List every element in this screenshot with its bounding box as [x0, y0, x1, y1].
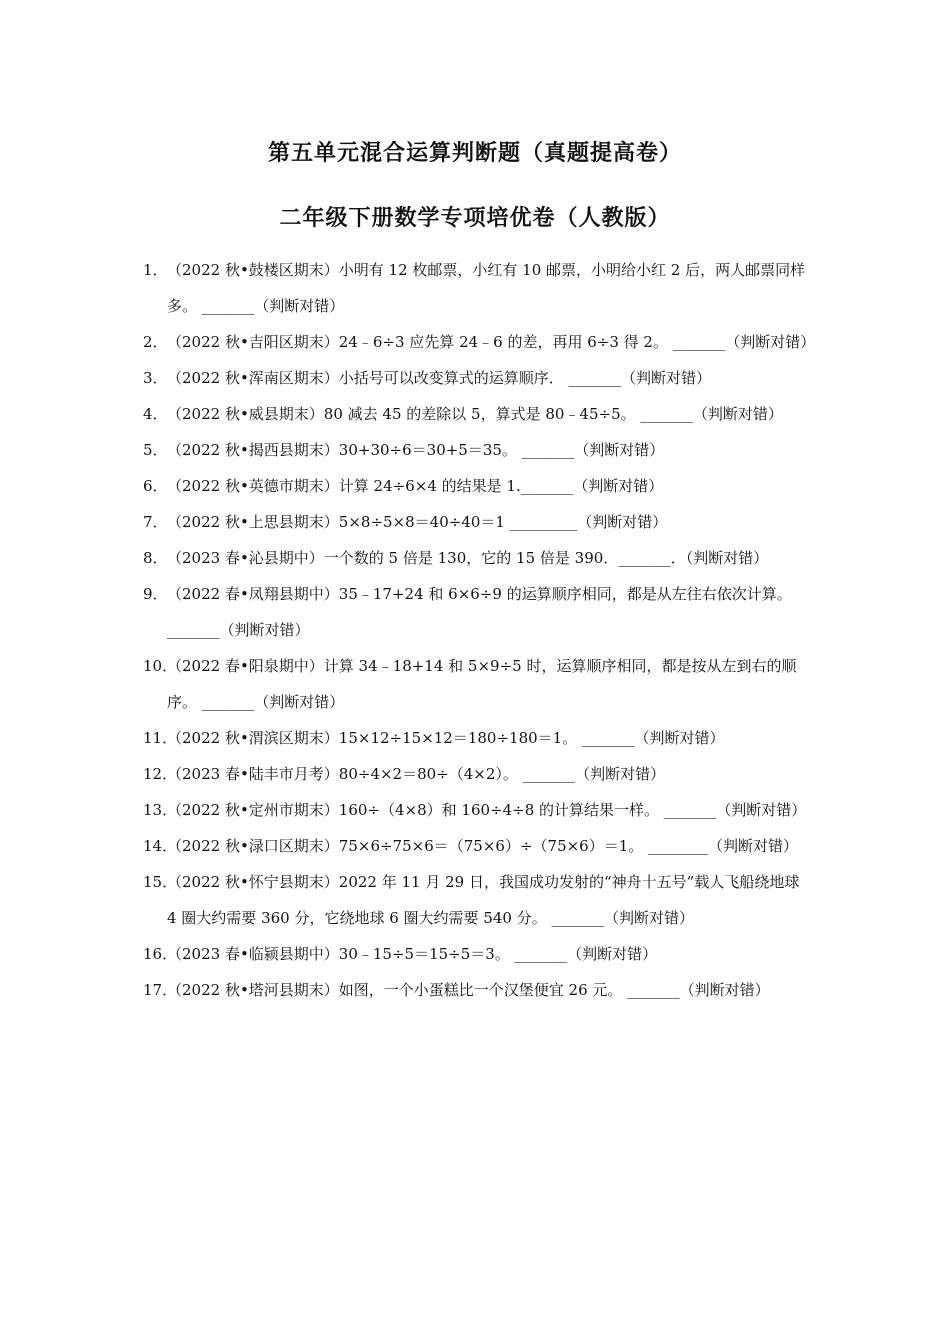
question-item: [143, 252, 808, 324]
question-text: （2022 秋•揭西县期末）30+30÷6＝30+5＝35。 _______（判断对错）: [167, 441, 665, 459]
question-text: （2022 秋•英德市期末）计算 24÷6×4 的结果是 1._______（判断对错）: [167, 477, 664, 495]
question-text: （2022 秋•鼓楼区期末）小明有 12 枚邮票，小红有 10 邮票，小明给小红 2 后，两人邮票同样多。 _______（判断对错）: [167, 261, 806, 315]
question-number: 7．: [143, 513, 168, 531]
question-text: （2022 秋•吉阳区期末）24﹣6÷3 应先算 24﹣6 的差，再用 6÷3 得 2。 _______（判断对错）: [167, 333, 816, 351]
question-text: （2023 春•陆丰市月考）80÷4×2＝80÷（4×2）。 _______（判断对错）: [167, 765, 666, 783]
question-number: 9．: [143, 585, 168, 603]
question-item: [143, 792, 808, 828]
question-number: 16．: [143, 945, 178, 963]
question-item: [143, 864, 808, 936]
question-number: 13．: [143, 801, 178, 819]
question-text: （2022 秋•渌口区期末）75×6÷75×6＝（75×6）÷（75×6）＝1。 ________（判断对错）: [167, 837, 799, 855]
question-text: （2022 春•阳泉期中）计算 34﹣18+14 和 5×9÷5 时，运算顺序相同，都是按从左到右的顺序。 _______（判断对错）: [167, 657, 797, 711]
question-number: 6．: [143, 477, 168, 495]
question-item: [143, 360, 808, 396]
question-item: [143, 540, 808, 576]
question-text: （2022 秋•渭滨区期末）15×12÷15×12＝180÷180＝1。 _______（判断对错）: [167, 729, 725, 747]
question-item: [143, 720, 808, 756]
question-text: （2022 秋•威县期末）80 减去 45 的差除以 5，算式是 80﹣45÷5。 _______（判断对错）: [167, 405, 783, 423]
question-number: 3．: [143, 369, 168, 387]
question-item: [143, 324, 816, 360]
question-number: 15．: [143, 873, 178, 891]
question-item: [143, 432, 808, 468]
question-number: 17．: [143, 981, 178, 999]
question-list: [143, 252, 816, 1008]
question-text: （2022 春•凤翔县期中）35﹣17+24 和 6×6÷9 的运算顺序相同，都是从左往右依次计算。 _______（判断对错）: [167, 585, 792, 639]
question-number: 8．: [143, 549, 168, 567]
question-text: （2022 秋•怀宁县期末）2022 年 11 月 29 日，我国成功发射的“神舟十五号”载人飞船绕地球 4 圈大约需要 360 分，它绕地球 6 圈大约需要 540 分。 _______（判断对错）: [167, 873, 800, 927]
question-item: [143, 396, 808, 432]
question-item: [143, 648, 808, 720]
question-item: [143, 936, 808, 972]
question-text: （2023 春•临颍县期中）30﹣15÷5＝15÷5＝3。 _______（判断对错）: [167, 945, 658, 963]
page-subtitle: 二年级下册数学专项培优卷（人教版）: [279, 205, 671, 231]
question-text: （2023 春•沁县期中）一个数的 5 倍是 130，它的 15 倍是 390．_______．（判断对错）: [167, 549, 769, 567]
question-item: [143, 972, 808, 1008]
question-number: 10．: [143, 657, 178, 675]
page-title: 第五单元混合运算判断题（真题提高卷）: [267, 140, 682, 166]
question-number: 11．: [143, 729, 178, 747]
question-item: [143, 576, 808, 648]
question-number: 4．: [143, 405, 168, 423]
question-item: [143, 504, 808, 540]
question-item: [143, 468, 808, 504]
question-number: 5．: [143, 441, 168, 459]
question-number: 2．: [143, 333, 168, 351]
question-text: （2022 秋•定州市期末）160÷（4×8）和 160÷4÷8 的计算结果一样。 _______（判断对错）: [167, 801, 807, 819]
question-number: 14．: [143, 837, 178, 855]
question-text: （2022 秋•上思县期末）5×8÷5×8＝40÷40＝1 _________（判断对错）: [167, 513, 668, 531]
question-text: （2022 秋•塔河县期末）如图，一个小蛋糕比一个汉堡便宜 26 元。 _______（判断对错）: [167, 981, 770, 999]
question-number: 1．: [143, 261, 168, 279]
question-number: 12．: [143, 765, 178, 783]
question-item: [143, 756, 808, 792]
question-text: （2022 秋•浑南区期末）小括号可以改变算式的运算顺序． _______（判断对错）: [167, 369, 712, 387]
question-item: [143, 828, 808, 864]
